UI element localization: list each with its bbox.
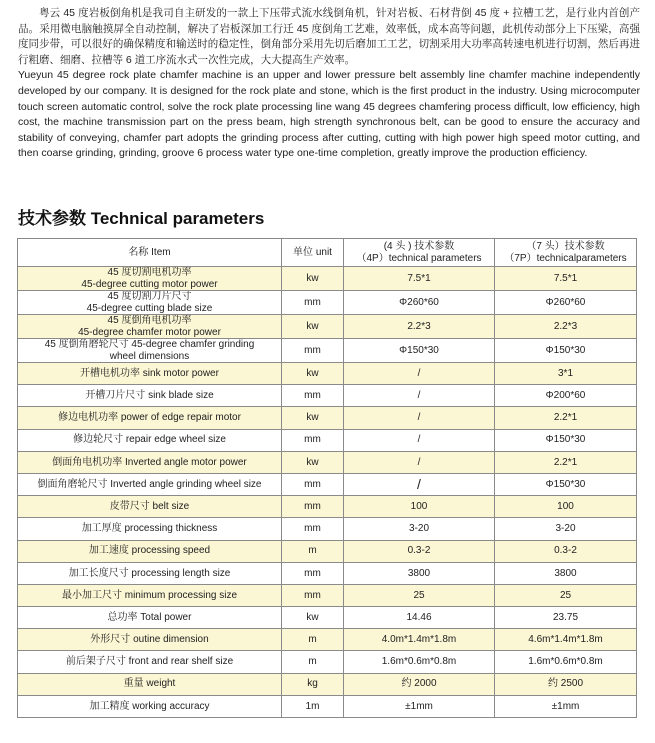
item-cell: 开槽电机功率 sink motor power bbox=[18, 363, 282, 385]
value-4p-cell: / bbox=[344, 407, 495, 429]
value-7p-cell: 7.5*1 bbox=[495, 267, 637, 291]
item-cell: 加工长度尺寸 processing length size bbox=[18, 562, 282, 584]
table-row bbox=[18, 267, 637, 291]
unit-cell: kw bbox=[282, 267, 344, 291]
value-7p-cell: 3*1 bbox=[495, 363, 637, 385]
unit-cell: kw bbox=[282, 363, 344, 385]
unit-cell: mm bbox=[282, 291, 344, 315]
table-header-row bbox=[18, 239, 637, 267]
section-heading: 技术参数 Technical parameters bbox=[18, 209, 265, 228]
header-7p bbox=[495, 239, 637, 267]
unit-cell: mm bbox=[282, 473, 344, 495]
item-cell: 倒面角磨轮尺寸 Inverted angle grinding wheel size bbox=[18, 473, 282, 495]
value-4p-cell: 0.3-2 bbox=[344, 540, 495, 562]
value-7p-cell: 2.2*1 bbox=[495, 451, 637, 473]
item-cell: 皮带尺寸 belt size bbox=[18, 496, 282, 518]
unit-cell: kw bbox=[282, 407, 344, 429]
header-7p-zh: （7 头）技术参数 bbox=[526, 241, 605, 252]
table-row bbox=[18, 363, 637, 385]
value-7p-cell: 0.3-2 bbox=[495, 540, 637, 562]
table-row bbox=[18, 291, 637, 315]
table-row bbox=[18, 540, 637, 562]
unit-cell: kw bbox=[282, 607, 344, 629]
item-cell: 45 度倒角电机功率 45-degree chamfer motor power bbox=[18, 315, 282, 339]
table-row bbox=[18, 339, 637, 363]
unit-cell: mm bbox=[282, 385, 344, 407]
value-4p-cell: 7.5*1 bbox=[344, 267, 495, 291]
table-row bbox=[18, 584, 637, 606]
unit-cell: mm bbox=[282, 562, 344, 584]
item-cell: 倒面角电机功率 Inverted angle motor power bbox=[18, 451, 282, 473]
table-row bbox=[18, 607, 637, 629]
value-7p-cell: 1.6m*0.6m*0.8m bbox=[495, 651, 637, 673]
value-7p-cell: 2.2*1 bbox=[495, 407, 637, 429]
value-7p-cell: 23.75 bbox=[495, 607, 637, 629]
unit-cell: mm bbox=[282, 496, 344, 518]
value-4p-cell: Φ150*30 bbox=[344, 339, 495, 363]
table-row bbox=[18, 451, 637, 473]
item-cell: 修边电机功率 power of edge repair motor bbox=[18, 407, 282, 429]
unit-cell: mm bbox=[282, 339, 344, 363]
header-4p-en: （4P）technical parameters bbox=[356, 252, 482, 264]
intro-chinese: 粤云 45 度岩板倒角机是我司自主研发的一款上下压带式流水线倒角机，针对岩板、石材背倒 45 度 + 拉槽工艺，是行业内首创产品。采用微电脑触摸屏全自动控制，解决了岩板深加工行迁 45 度倒角工艺难，效率低，成本高等问题，此机传动部分上下压梁，高强度同步带，可以很好的确保精度和输送时的稳定性，倒角部分采用先切后磨加工工艺，切割采用大功率高转速电机进行切割，然后再进行粗磨、细磨、拉槽等 6 道工序流水式一次性完成，大大提高生产效率。 bbox=[18, 7, 640, 66]
item-cell: 45 度切割电机功率 45-degree cutting motor power bbox=[18, 267, 282, 291]
value-7p-cell: 3800 bbox=[495, 562, 637, 584]
item-cell: 45 度倒角磨轮尺寸 45-degree chamfer grinding wheel dimensions bbox=[18, 339, 282, 363]
value-7p-cell: Φ150*30 bbox=[495, 473, 637, 495]
header-item: 名称 Item bbox=[18, 239, 282, 267]
item-cell: 最小加工尺寸 minimum processing size bbox=[18, 584, 282, 606]
item-cell: 前后架子尺寸 front and rear shelf size bbox=[18, 651, 282, 673]
value-4p-cell: / bbox=[344, 363, 495, 385]
unit-cell: m bbox=[282, 540, 344, 562]
item-cell: 总功率 Total power bbox=[18, 607, 282, 629]
header-7p-en: （7P）technicalparameters bbox=[504, 252, 627, 264]
table-row bbox=[18, 496, 637, 518]
technical-parameters-table bbox=[17, 238, 637, 718]
value-7p-cell: 4.6m*1.4m*1.8m bbox=[495, 629, 637, 651]
unit-cell: m bbox=[282, 629, 344, 651]
table-row bbox=[18, 651, 637, 673]
item-cell: 重量 weight bbox=[18, 673, 282, 695]
value-4p-cell: Φ260*60 bbox=[344, 291, 495, 315]
value-4p-cell: 3-20 bbox=[344, 518, 495, 540]
value-7p-cell: ±1mm bbox=[495, 695, 637, 717]
value-4p-cell: / bbox=[344, 429, 495, 451]
value-7p-cell: Φ200*60 bbox=[495, 385, 637, 407]
table-row bbox=[18, 473, 637, 495]
value-7p-cell: 约 2500 bbox=[495, 673, 637, 695]
table-row bbox=[18, 315, 637, 339]
unit-cell: kw bbox=[282, 451, 344, 473]
item-cell: 修边轮尺寸 repair edge wheel size bbox=[18, 429, 282, 451]
intro-english: Yueyun 45 degree rock plate chamfer machine is an upper and lower pressure belt assembly line chamfer machine independently developed by our company. It is designed for the rock plate and stone, which is the first product in the industry. Using microcomputer touch screen automatic control, solve the rock plate processing line wang 45 degrees chamfering process difficult, low efficiency, high cost, the machine transmission part on the press beam, high strength synchronous belt, can be good to ensure the accuracy and stability of conveying, chamfer part adopts the grinding process after cutting, cutting with high power high speed motor cutting, and then coarse grinding, grinding, groove 6 process water type one-time completion, greatly improve the production efficiency. bbox=[18, 69, 640, 160]
item-cell: 45 度切割刀片尺寸 45-degree cutting blade size bbox=[18, 291, 282, 315]
unit-cell: kw bbox=[282, 315, 344, 339]
value-4p-cell: / bbox=[344, 473, 495, 495]
value-4p-cell: 100 bbox=[344, 496, 495, 518]
table-row bbox=[18, 629, 637, 651]
table-row bbox=[18, 518, 637, 540]
item-cell: 外形尺寸 outine dimension bbox=[18, 629, 282, 651]
table-row bbox=[18, 695, 637, 717]
value-4p-cell: 3800 bbox=[344, 562, 495, 584]
unit-cell: mm bbox=[282, 429, 344, 451]
item-cell: 加工速度 processing speed bbox=[18, 540, 282, 562]
value-7p-cell: Φ260*60 bbox=[495, 291, 637, 315]
item-cell: 加工厚度 processing thickness bbox=[18, 518, 282, 540]
item-cell: 加工精度 working accuracy bbox=[18, 695, 282, 717]
value-4p-cell: 1.6m*0.6m*0.8m bbox=[344, 651, 495, 673]
table-row bbox=[18, 673, 637, 695]
value-7p-cell: 2.2*3 bbox=[495, 315, 637, 339]
header-unit: 单位 unit bbox=[282, 239, 344, 267]
unit-cell: mm bbox=[282, 584, 344, 606]
table-row bbox=[18, 407, 637, 429]
intro-text bbox=[18, 6, 640, 162]
header-4p-zh: (4 头 ) 技术参数 bbox=[383, 241, 455, 252]
table-row bbox=[18, 429, 637, 451]
value-4p-cell: 4.0m*1.4m*1.8m bbox=[344, 629, 495, 651]
unit-cell: kg bbox=[282, 673, 344, 695]
value-4p-cell: 25 bbox=[344, 584, 495, 606]
value-4p-cell: / bbox=[344, 451, 495, 473]
unit-cell: m bbox=[282, 651, 344, 673]
value-7p-cell: 100 bbox=[495, 496, 637, 518]
unit-cell: 1m bbox=[282, 695, 344, 717]
table-row bbox=[18, 562, 637, 584]
value-7p-cell: Φ150*30 bbox=[495, 429, 637, 451]
header-4p bbox=[344, 239, 495, 267]
value-4p-cell: 14.46 bbox=[344, 607, 495, 629]
value-7p-cell: 25 bbox=[495, 584, 637, 606]
table-row bbox=[18, 385, 637, 407]
value-4p-cell: 约 2000 bbox=[344, 673, 495, 695]
value-4p-cell: ±1mm bbox=[344, 695, 495, 717]
item-cell: 开槽刀片尺寸 sink blade size bbox=[18, 385, 282, 407]
value-7p-cell: 3-20 bbox=[495, 518, 637, 540]
value-7p-cell: Φ150*30 bbox=[495, 339, 637, 363]
unit-cell: mm bbox=[282, 518, 344, 540]
value-4p-cell: 2.2*3 bbox=[344, 315, 495, 339]
value-4p-cell: / bbox=[344, 385, 495, 407]
